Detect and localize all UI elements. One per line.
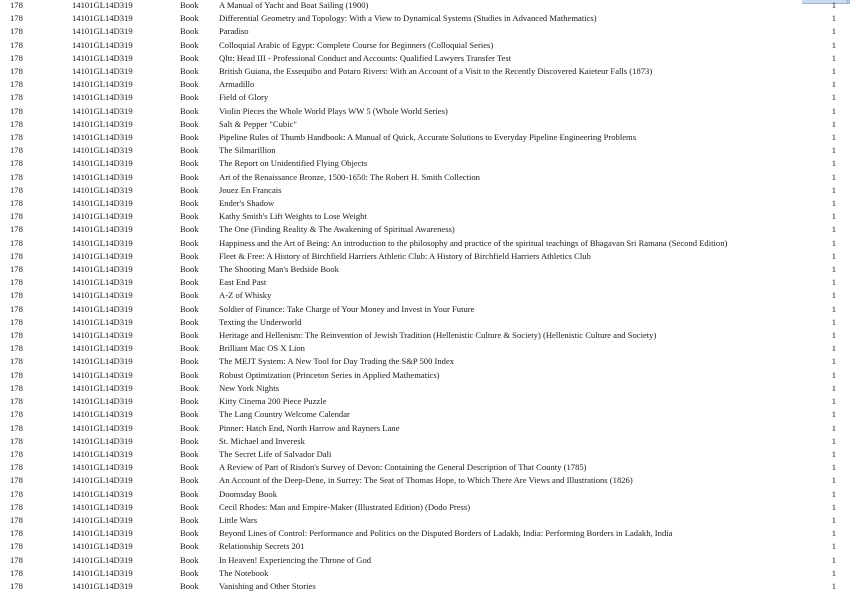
table-row[interactable] (0, 237, 850, 250)
cell-type: Book (180, 118, 199, 129)
cell-count: 1 (831, 514, 836, 525)
cell-type: Book (180, 237, 199, 248)
cell-item-id: 14101GL14D319 (72, 409, 133, 420)
cell-quantity: 178 (10, 303, 23, 314)
cell-item-id: 14101GL14D319 (72, 0, 133, 10)
cell-title: Qltt: Head III - Professional Conduct and Accounts: Qualified Lawyers Transfer Test (219, 52, 512, 63)
table-row[interactable] (0, 91, 850, 104)
cell-count: 1 (831, 184, 836, 195)
cell-item-id: 14101GL14D319 (72, 290, 133, 301)
cell-title: British Guiana, the Essequibo and Potaro Rivers: With an Account of a Visit to the Recently Discovered Kaieteur Falls (1873) (219, 66, 653, 77)
cell-type: Book (180, 528, 199, 539)
cell-type: Book (180, 369, 199, 380)
cell-item-id: 14101GL14D319 (72, 105, 133, 116)
cell-type: Book (180, 514, 199, 525)
table-row[interactable] (0, 448, 850, 461)
cell-quantity: 178 (10, 105, 23, 116)
cell-type: Book (180, 435, 199, 446)
cell-type: Book (180, 184, 199, 195)
cell-item-id: 14101GL14D319 (72, 462, 133, 473)
cell-type: Book (180, 26, 199, 37)
cell-type: Book (180, 462, 199, 473)
cell-title: In Heaven! Experiencing the Throne of God (219, 554, 372, 565)
cell-title: The Silmarillion (219, 145, 276, 156)
cell-title: The MEJT System: A New Tool for Day Trading the S&P 500 Index (219, 356, 455, 367)
cell-count: 1 (831, 396, 836, 407)
table-row[interactable] (0, 39, 850, 52)
cell-quantity: 178 (10, 211, 23, 222)
cell-item-id: 14101GL14D319 (72, 475, 133, 486)
cell-count: 1 (831, 343, 836, 354)
cell-quantity: 178 (10, 343, 23, 354)
cell-item-id: 14101GL14D319 (72, 501, 133, 512)
cell-count: 1 (831, 422, 836, 433)
cell-count: 1 (831, 330, 836, 341)
cell-count: 1 (831, 13, 836, 24)
table-row[interactable] (0, 171, 850, 184)
cell-item-id: 14101GL14D319 (72, 145, 133, 156)
cell-quantity: 178 (10, 330, 23, 341)
cell-count: 1 (831, 290, 836, 301)
cell-title: Pinner: Hatch End, North Harrow and Rayners Lane (219, 422, 400, 433)
table-row[interactable] (0, 184, 850, 197)
table-row[interactable] (0, 382, 850, 395)
cell-quantity: 178 (10, 132, 23, 143)
cell-quantity: 178 (10, 118, 23, 129)
cell-title: Happiness and the Art of Being: An introduction to the philosophy and practice of the spiritual teachings of Bhagavan Sri Ramana (Second Edition) (219, 237, 728, 248)
cell-type: Book (180, 475, 199, 486)
cell-item-id: 14101GL14D319 (72, 158, 133, 169)
cell-count: 1 (831, 79, 836, 90)
table-row[interactable] (0, 210, 850, 223)
cell-count: 1 (831, 39, 836, 50)
cell-type: Book (180, 105, 199, 116)
cell-count: 1 (831, 26, 836, 37)
cell-quantity: 178 (10, 52, 23, 63)
cell-quantity: 178 (10, 462, 23, 473)
table-row[interactable] (0, 105, 850, 118)
cell-quantity: 178 (10, 567, 23, 578)
cell-title: The Shooting Man's Bedside Book (219, 264, 339, 275)
cell-type: Book (180, 343, 199, 354)
cell-title: Texting the Underworld (219, 316, 302, 327)
cell-quantity: 178 (10, 554, 23, 565)
cell-count: 1 (831, 198, 836, 209)
cell-quantity: 178 (10, 409, 23, 420)
cell-title: Paradiso (219, 26, 249, 37)
cell-item-id: 14101GL14D319 (72, 343, 133, 354)
cell-title: Vanishing and Other Stories (219, 580, 316, 591)
cell-item-id: 14101GL14D319 (72, 211, 133, 222)
table-row[interactable] (0, 78, 850, 91)
cell-quantity: 178 (10, 26, 23, 37)
cell-title: Ender's Shadow (219, 198, 275, 209)
cell-title: Heritage and Hellenism: The Reinvention of Jewish Tradition (Hellenistic Culture & Society) (Hellenistic Culture and Society) (219, 330, 657, 341)
cell-title: Little Wars (219, 514, 258, 525)
cell-quantity: 178 (10, 316, 23, 327)
cell-count: 1 (831, 303, 836, 314)
cell-type: Book (180, 39, 199, 50)
table-row[interactable] (0, 554, 850, 567)
table-row[interactable] (0, 0, 850, 12)
table-row[interactable] (0, 303, 850, 316)
cell-type: Book (180, 580, 199, 591)
cell-type: Book (180, 132, 199, 143)
cell-count: 1 (831, 316, 836, 327)
cell-quantity: 178 (10, 475, 23, 486)
cell-title: Relationship Secrets 201 (219, 541, 305, 552)
cell-count: 1 (831, 66, 836, 77)
cell-item-id: 14101GL14D319 (72, 250, 133, 261)
cell-item-id: 14101GL14D319 (72, 52, 133, 63)
cell-item-id: 14101GL14D319 (72, 26, 133, 37)
cell-title: East End Past (219, 277, 267, 288)
cell-quantity: 178 (10, 264, 23, 275)
cell-count: 1 (831, 435, 836, 446)
cell-item-id: 14101GL14D319 (72, 316, 133, 327)
cell-item-id: 14101GL14D319 (72, 118, 133, 129)
cell-count: 1 (831, 224, 836, 235)
cell-type: Book (180, 303, 199, 314)
cell-title: Soldier of Finance: Take Charge of Your Money and Invest in Your Future (219, 303, 475, 314)
cell-title: Violin Pieces the Whole World Plays WW 5 (Whole World Series) (219, 105, 448, 116)
cell-quantity: 178 (10, 158, 23, 169)
cell-type: Book (180, 554, 199, 565)
cell-item-id: 14101GL14D319 (72, 237, 133, 248)
cell-count: 1 (831, 409, 836, 420)
cell-quantity: 178 (10, 514, 23, 525)
cell-type: Book (180, 198, 199, 209)
cell-quantity: 178 (10, 422, 23, 433)
cell-count: 1 (831, 382, 836, 393)
table-row[interactable] (0, 369, 850, 382)
cell-type: Book (180, 52, 199, 63)
cell-item-id: 14101GL14D319 (72, 171, 133, 182)
cell-type: Book (180, 290, 199, 301)
cell-quantity: 178 (10, 184, 23, 195)
cell-item-id: 14101GL14D319 (72, 13, 133, 24)
cell-quantity: 178 (10, 13, 23, 24)
cell-quantity: 178 (10, 541, 23, 552)
table-row[interactable] (0, 580, 850, 593)
cell-item-id: 14101GL14D319 (72, 39, 133, 50)
table-row[interactable] (0, 488, 850, 501)
cell-count: 1 (831, 580, 836, 591)
cell-title: New York Nights (219, 382, 279, 393)
cell-quantity: 178 (10, 79, 23, 90)
cell-item-id: 14101GL14D319 (72, 277, 133, 288)
cell-item-id: 14101GL14D319 (72, 396, 133, 407)
cell-quantity: 178 (10, 448, 23, 459)
table-row[interactable] (0, 527, 850, 540)
cell-item-id: 14101GL14D319 (72, 422, 133, 433)
cell-title: The Secret Life of Salvador Dali (219, 448, 332, 459)
cell-title: An Account of the Deep-Dene, in Surrey: The Seat of Thomas Hope, to Which There Are Views and Illustrations (1826) (219, 475, 633, 486)
cell-title: A Manual of Yacht and Boat Sailing (1900) (219, 0, 369, 10)
cell-type: Book (180, 211, 199, 222)
cell-quantity: 178 (10, 356, 23, 367)
cell-type: Book (180, 448, 199, 459)
cell-type: Book (180, 250, 199, 261)
cell-title: Cecil Rhodes: Man and Empire-Maker (Illustrated Edition) (Dodo Press) (219, 501, 471, 512)
cell-item-id: 14101GL14D319 (72, 488, 133, 499)
cell-quantity: 178 (10, 501, 23, 512)
cell-quantity: 178 (10, 224, 23, 235)
table-row[interactable] (0, 276, 850, 289)
cell-item-id: 14101GL14D319 (72, 92, 133, 103)
cell-item-id: 14101GL14D319 (72, 198, 133, 209)
table-row[interactable] (0, 395, 850, 408)
cell-quantity: 178 (10, 277, 23, 288)
table-row[interactable] (0, 65, 850, 78)
cell-title: A-Z of Whisky (219, 290, 272, 301)
table-row[interactable] (0, 422, 850, 435)
table-row[interactable] (0, 474, 850, 487)
table-row[interactable] (0, 263, 850, 276)
table-row[interactable] (0, 157, 850, 170)
cell-count: 1 (831, 475, 836, 486)
cell-quantity: 178 (10, 171, 23, 182)
cell-count: 1 (831, 448, 836, 459)
top-indicator-mark: 0 (846, 0, 850, 5)
cell-title: Brilliant Mac OS X Lion (219, 343, 305, 354)
cell-item-id: 14101GL14D319 (72, 435, 133, 446)
cell-item-id: 14101GL14D319 (72, 369, 133, 380)
table-row[interactable] (0, 435, 850, 448)
cell-item-id: 14101GL14D319 (72, 554, 133, 565)
cell-item-id: 14101GL14D319 (72, 382, 133, 393)
cell-item-id: 14101GL14D319 (72, 79, 133, 90)
cell-type: Book (180, 567, 199, 578)
table-row[interactable] (0, 329, 850, 342)
table-row[interactable] (0, 289, 850, 302)
table-row[interactable] (0, 355, 850, 368)
table-row[interactable] (0, 316, 850, 329)
table-row[interactable] (0, 52, 850, 65)
cell-item-id: 14101GL14D319 (72, 567, 133, 578)
cell-type: Book (180, 145, 199, 156)
table-row[interactable] (0, 514, 850, 527)
cell-type: Book (180, 382, 199, 393)
cell-item-id: 14101GL14D319 (72, 66, 133, 77)
cell-title: Kathy Smith's Lift Weights to Lose Weight (219, 211, 367, 222)
cell-count: 1 (831, 132, 836, 143)
cell-type: Book (180, 171, 199, 182)
cell-count: 1 (831, 541, 836, 552)
cell-type: Book (180, 79, 199, 90)
cell-title: Robust Optimization (Princeton Series in Applied Mathematics) (219, 369, 440, 380)
cell-count: 1 (831, 171, 836, 182)
table-row[interactable] (0, 540, 850, 553)
cell-count: 1 (831, 118, 836, 129)
cell-count: 1 (831, 105, 836, 116)
cell-quantity: 178 (10, 435, 23, 446)
cell-quantity: 178 (10, 396, 23, 407)
cell-type: Book (180, 13, 199, 24)
cell-count: 1 (831, 567, 836, 578)
cell-item-id: 14101GL14D319 (72, 356, 133, 367)
cell-type: Book (180, 409, 199, 420)
cell-type: Book (180, 330, 199, 341)
cell-title: Art of the Renaissance Bronze, 1500-1650: The Robert H. Smith Collection (219, 171, 480, 182)
table-row[interactable] (0, 25, 850, 38)
cell-count: 1 (831, 237, 836, 248)
cell-count: 1 (831, 462, 836, 473)
cell-quantity: 178 (10, 580, 23, 591)
cell-title: Jouez En Francais (219, 184, 282, 195)
cell-type: Book (180, 277, 199, 288)
cell-item-id: 14101GL14D319 (72, 541, 133, 552)
cell-quantity: 178 (10, 290, 23, 301)
table-row[interactable] (0, 12, 850, 25)
table-row[interactable] (0, 408, 850, 421)
cell-type: Book (180, 0, 199, 10)
cell-quantity: 178 (10, 250, 23, 261)
cell-title: The One (Finding Reality & The Awakening of Spiritual Awareness) (219, 224, 455, 235)
cell-count: 1 (831, 277, 836, 288)
cell-quantity: 178 (10, 39, 23, 50)
cell-quantity: 178 (10, 237, 23, 248)
cell-quantity: 178 (10, 369, 23, 380)
cell-title: The Notebook (219, 567, 269, 578)
cell-count: 1 (831, 264, 836, 275)
cell-count: 1 (831, 501, 836, 512)
cell-count: 1 (831, 488, 836, 499)
cell-count: 1 (831, 250, 836, 261)
cell-title: A Review of Part of Risdon's Survey of Devon: Containing the General Description of That County (1785) (219, 462, 587, 473)
cell-item-id: 14101GL14D319 (72, 303, 133, 314)
cell-quantity: 178 (10, 198, 23, 209)
table-row[interactable] (0, 144, 850, 157)
table-row[interactable] (0, 197, 850, 210)
cell-type: Book (180, 158, 199, 169)
cell-title: St. Michael and Inveresk (219, 435, 305, 446)
cell-item-id: 14101GL14D319 (72, 264, 133, 275)
cell-item-id: 14101GL14D319 (72, 184, 133, 195)
cell-count: 1 (831, 0, 836, 10)
cell-type: Book (180, 316, 199, 327)
cell-title: Armadillo (219, 79, 255, 90)
table-row[interactable] (0, 250, 850, 263)
cell-title: Field of Glory (219, 92, 269, 103)
cell-quantity: 178 (10, 92, 23, 103)
cell-title: Kitty Cinema 200 Piece Puzzle (219, 396, 327, 407)
cell-count: 1 (831, 211, 836, 222)
cell-type: Book (180, 92, 199, 103)
cell-item-id: 14101GL14D319 (72, 132, 133, 143)
table-row[interactable] (0, 223, 850, 236)
cell-type: Book (180, 488, 199, 499)
cell-item-id: 14101GL14D319 (72, 448, 133, 459)
cell-title: Salt & Pepper "Cubic" (219, 118, 297, 129)
cell-count: 1 (831, 92, 836, 103)
cell-type: Book (180, 264, 199, 275)
table-row[interactable] (0, 131, 850, 144)
table-row[interactable] (0, 567, 850, 580)
cell-type: Book (180, 224, 199, 235)
cell-item-id: 14101GL14D319 (72, 514, 133, 525)
cell-count: 1 (831, 528, 836, 539)
cell-count: 1 (831, 145, 836, 156)
cell-item-id: 14101GL14D319 (72, 224, 133, 235)
table-row[interactable] (0, 342, 850, 355)
cell-count: 1 (831, 369, 836, 380)
cell-quantity: 178 (10, 145, 23, 156)
cell-item-id: 14101GL14D319 (72, 330, 133, 341)
cell-type: Book (180, 541, 199, 552)
table-row[interactable] (0, 118, 850, 131)
cell-count: 1 (831, 356, 836, 367)
cell-title: Fleet & Free: A History of Birchfield Harriers Athletic Club: A History of Birchfield Harriers Athletics Club (219, 250, 591, 261)
cell-item-id: 14101GL14D319 (72, 580, 133, 591)
cell-count: 1 (831, 52, 836, 63)
cell-type: Book (180, 356, 199, 367)
cell-title: Doomsday Book (219, 488, 278, 499)
cell-type: Book (180, 501, 199, 512)
cell-quantity: 178 (10, 382, 23, 393)
cell-item-id: 14101GL14D319 (72, 528, 133, 539)
cell-title: Colloquial Arabic of Egypt: Complete Course for Beginners (Colloquial Series) (219, 39, 494, 50)
cell-count: 1 (831, 158, 836, 169)
table-row[interactable] (0, 501, 850, 514)
cell-type: Book (180, 396, 199, 407)
cell-type: Book (180, 66, 199, 77)
cell-type: Book (180, 422, 199, 433)
table-row[interactable] (0, 461, 850, 474)
cell-title: Beyond Lines of Control: Performance and Politics on the Disputed Borders of Ladakh, India: Performing Borders in Ladakh, India (219, 528, 673, 539)
cell-title: Differential Geometry and Topology: With a View to Dynamical Systems (Studies in Advanced Mathematics) (219, 13, 597, 24)
cell-quantity: 178 (10, 66, 23, 77)
cell-quantity: 178 (10, 0, 23, 10)
cell-quantity: 178 (10, 528, 23, 539)
cell-title: The Report on Unidentified Flying Objects (219, 158, 368, 169)
cell-title: The Lang Country Welcome Calendar (219, 409, 350, 420)
cell-count: 1 (831, 554, 836, 565)
cell-quantity: 178 (10, 488, 23, 499)
cell-title: Pipeline Rules of Thumb Handbook: A Manual of Quick, Accurate Solutions to Everyday Pipeline Engineering Problems (219, 132, 637, 143)
